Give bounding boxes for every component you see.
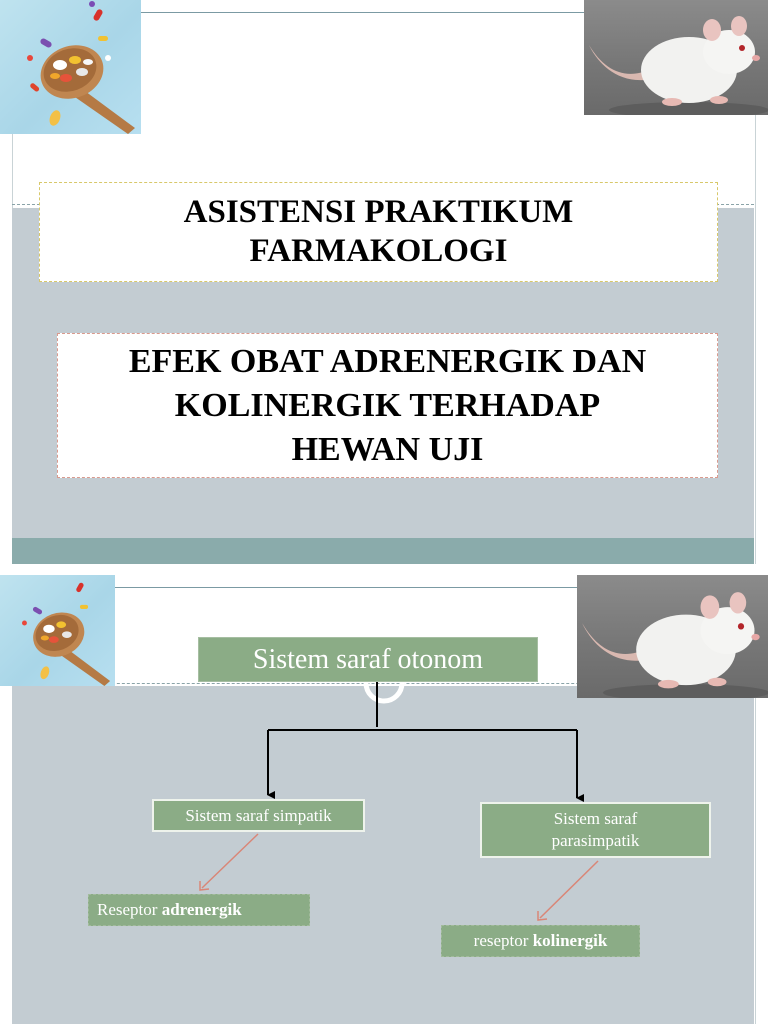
kolinergik-prefix: reseptor [473, 931, 529, 950]
pills-illustration [0, 0, 141, 134]
title-line-1: ASISTENSI PRAKTIKUM [183, 194, 574, 230]
subtitle-box [57, 333, 718, 478]
ring-decoration [366, 683, 402, 701]
adrenergik-strong: adrenergik [161, 900, 242, 919]
parasimpatik-node [480, 802, 711, 858]
subtitle-line-3: HEWAN UJI [291, 430, 484, 468]
arrow-to-adrenergik [202, 834, 258, 888]
title-line-2: FARMAKOLOGI [249, 233, 508, 269]
title-box [39, 182, 718, 282]
rat-photo [584, 0, 768, 115]
subtitle-line-2: KOLINERGIK TERHADAP [174, 386, 601, 424]
pills-photo [0, 0, 141, 134]
kolinergik-strong: kolinergik [532, 931, 608, 950]
footer-bar [12, 538, 754, 564]
diagram-slide [0, 575, 768, 1024]
subtitle-line-1: EFEK OBAT ADRENERGIK DAN [128, 342, 647, 380]
simpatik-node-label: Sistem saraf simpatik [185, 805, 332, 825]
rat-illustration [584, 0, 768, 115]
arrow-to-kolinergik [540, 861, 598, 918]
parasimpatik-label-line-2: parasimpatik [551, 831, 640, 850]
simpatik-node [152, 799, 365, 832]
kolinergik-node [441, 925, 640, 957]
root-node-label: Sistem saraf otonom [252, 643, 484, 675]
adrenergik-node [88, 894, 310, 926]
top-rule [140, 12, 584, 13]
parasimpatik-label-line-1: Sistem saraf [553, 809, 638, 828]
root-node [198, 637, 538, 682]
adrenergik-prefix: Reseptor [97, 900, 158, 919]
